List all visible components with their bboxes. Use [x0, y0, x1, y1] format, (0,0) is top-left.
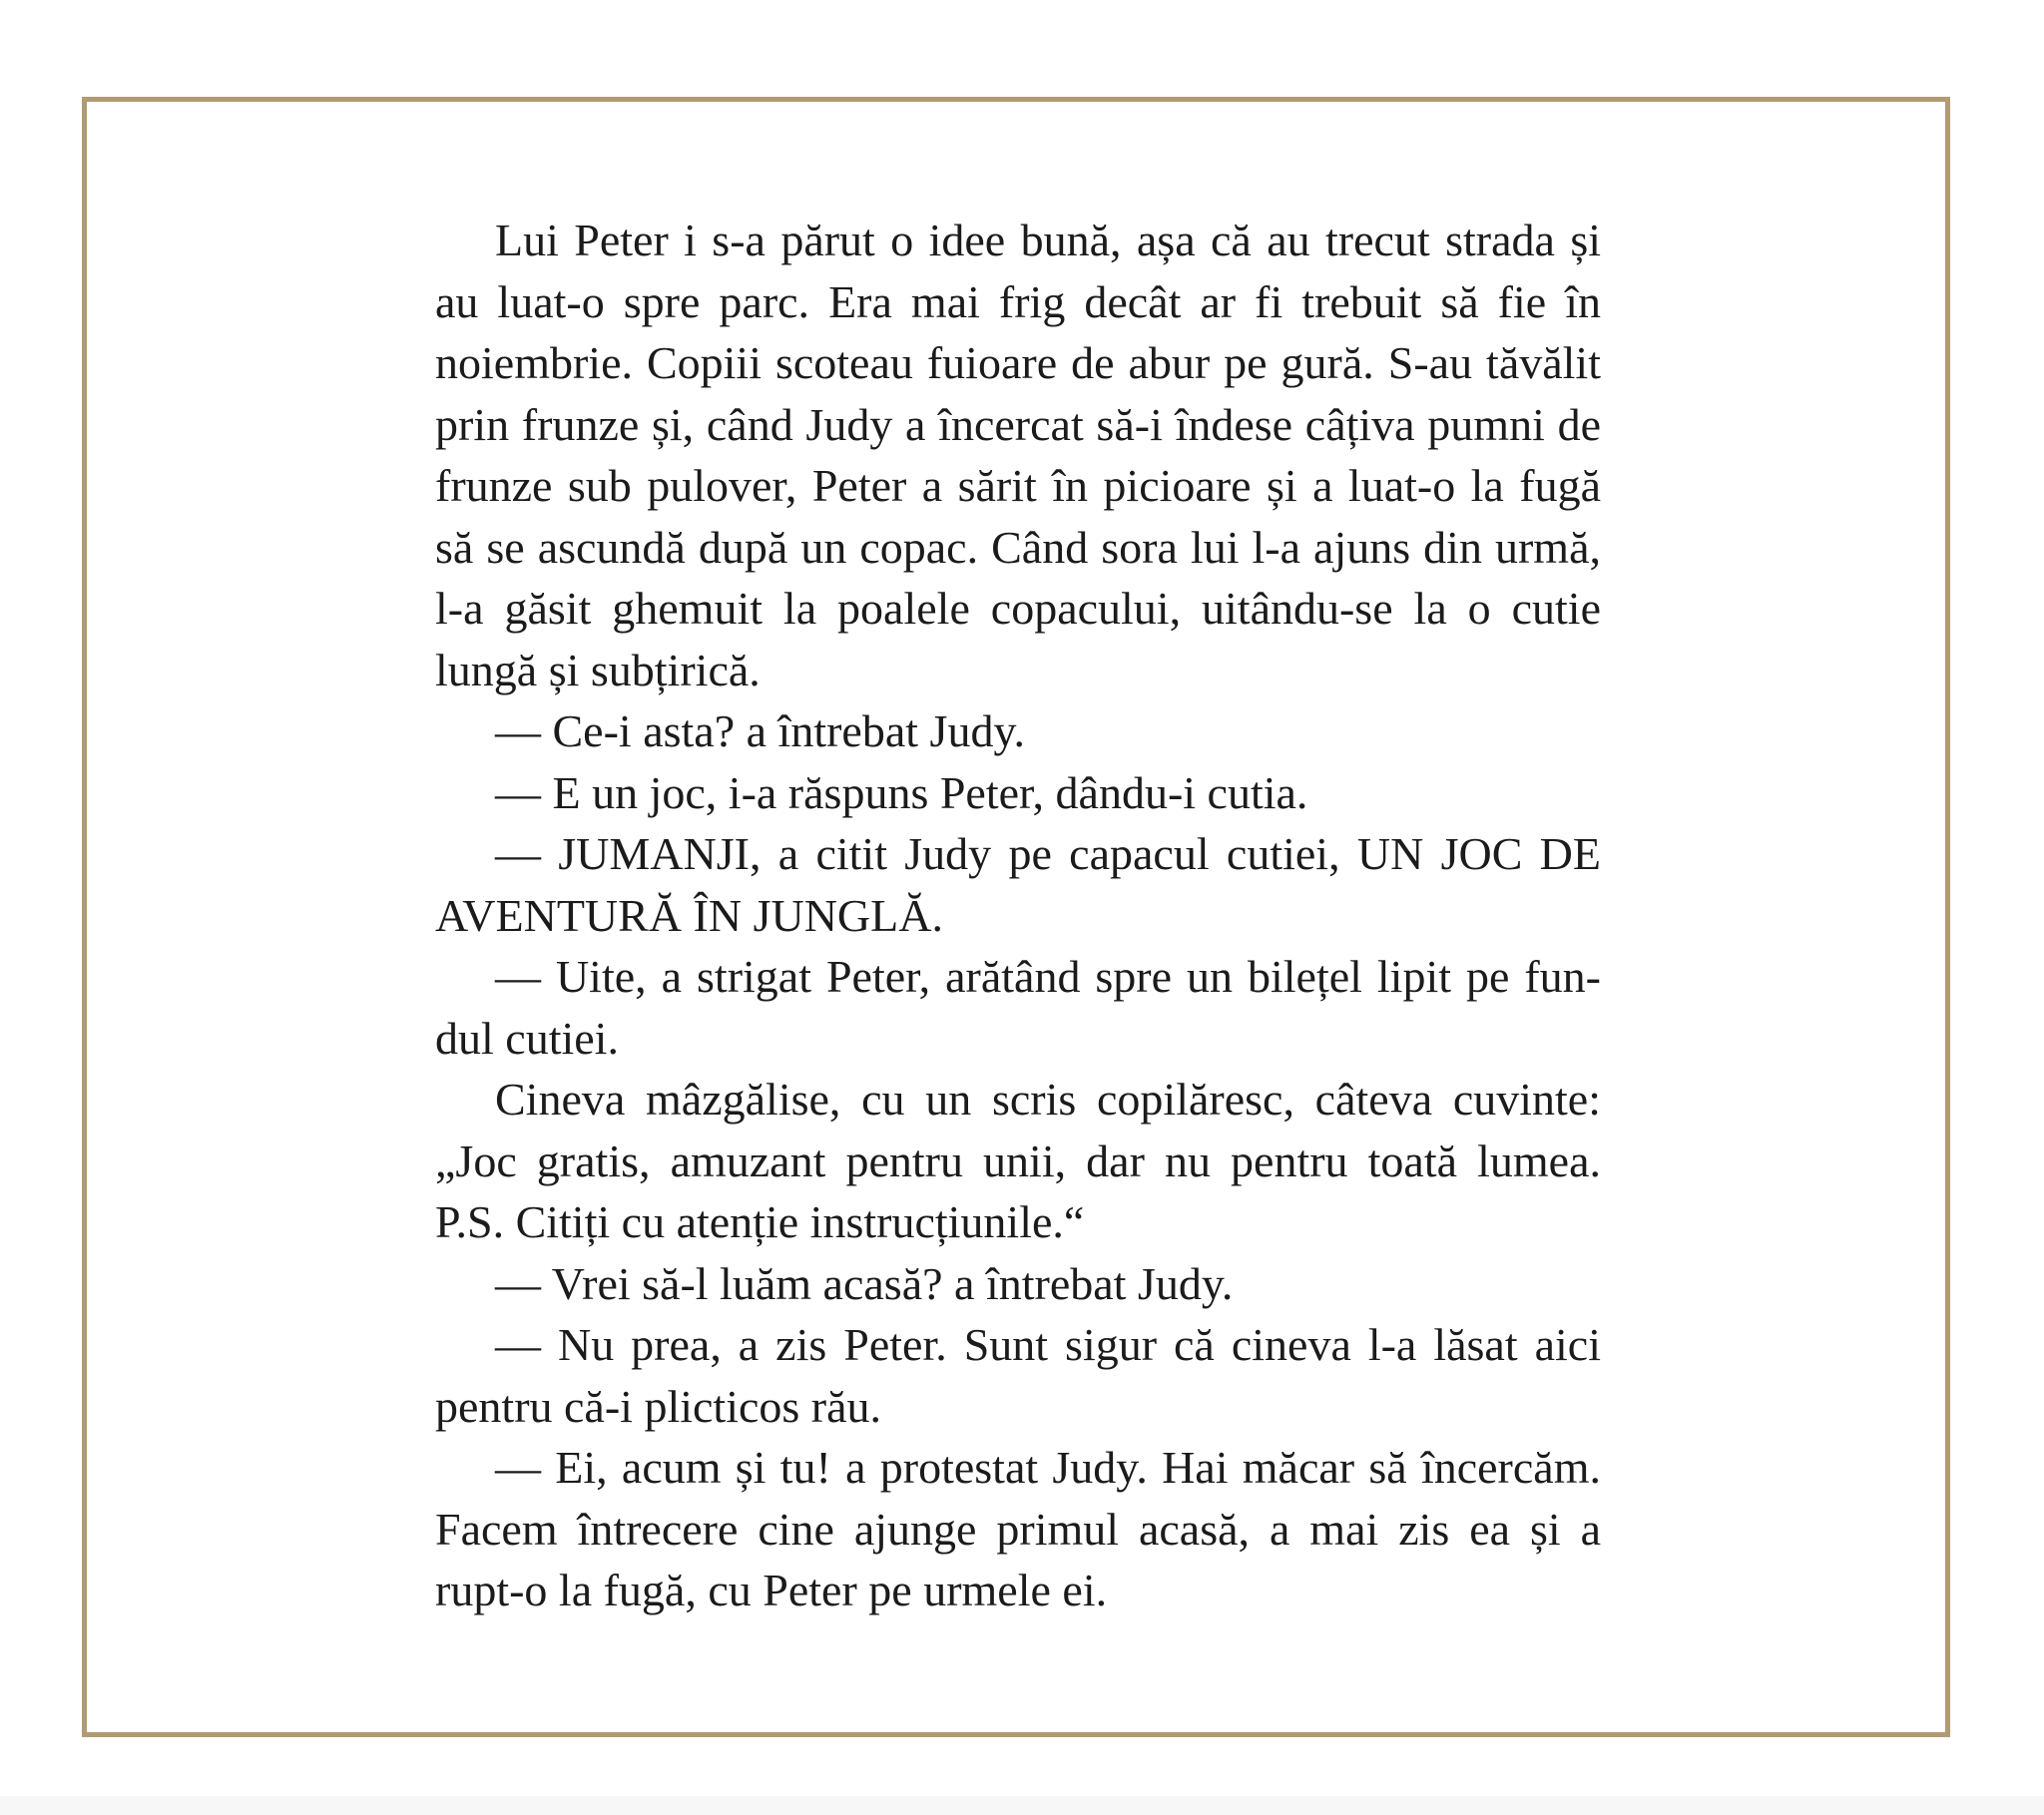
paragraph-dialogue-jumanji: — JUMANJI, a citit Judy pe capacul cutiei, UN JOC DE AVENTURĂ ÎN JUNGLĂ.	[435, 828, 1601, 941]
paragraph-note-text: Cineva mâzgălise, cu un scris copilăresc, câteva cuvinte: „Joc gratis, amuzant pentru unii, dar nu pentru toată lumea. P.S. Citiți cu atenție instrucțiunile.“	[435, 1074, 1601, 1247]
paragraph-dialogue-peter-answer: — E un joc, i-a răspuns Peter, dându-i cutia.	[495, 766, 1308, 818]
paragraph-intro: Lui Peter i s-a părut o idee bună, așa că au trecut strada și au luat-o spre parc. Era mai frig decât ar fi trebuit să fie în noiembrie. Copiii scoteau fuioare de abur pe gură. S-au tăvălit prin frunze și, când Judy a încercat să-i îndese câțiva pumni de frunze sub pulover, Peter a sărit în picioare și a luat-o la fugă să se ascundă după un copac. Când sora lui l-a ajuns din urmă, l-a găsit ghemuit la poalele copacului, uitându-se la o cutie lungă și subțirică.	[435, 215, 1601, 695]
paragraph-dialogue-judy-question: — Ce-i asta? a întrebat Judy.	[495, 705, 1025, 756]
story-text	[435, 210, 1601, 1621]
paragraph-dialogue-peter-note: — Uite, a strigat Peter, arătând spre un bilețel lipit pe fun-dul cutiei.	[435, 951, 1601, 1064]
paragraph-dialogue-judy-home: — Vrei să-l luăm acasă? a întrebat Judy.	[495, 1257, 1234, 1309]
paragraph-dialogue-judy-race: — Ei, acum și tu! a protestat Judy. Hai măcar să încercăm. Facem întrecere cine ajunge primul acasă, a mai zis ea și a rupt-o la fugă, cu Peter pe urmele ei.	[435, 1442, 1601, 1615]
paragraph-dialogue-peter-boring: — Nu prea, a zis Peter. Sunt sigur că cineva l-a lăsat aici pentru că-i plicticos rău.	[435, 1319, 1601, 1432]
